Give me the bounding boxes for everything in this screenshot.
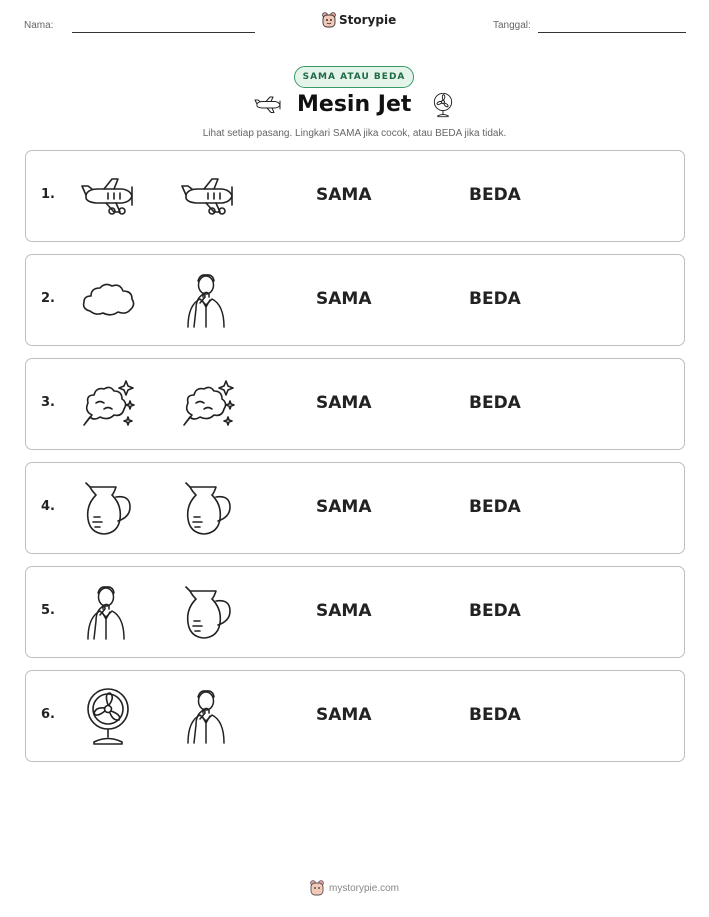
airplane-icon: [78, 165, 138, 227]
brand-logo: [322, 12, 396, 28]
fan-icon: [78, 685, 138, 747]
question-row: [25, 254, 685, 346]
question-row: [25, 150, 685, 242]
instructions-text: Lihat setiap pasang. Lingkari SAMA jika cocok, atau BEDA jika tidak.: [202, 128, 507, 139]
footer-url[interactable]: mystorypie.com: [328, 882, 399, 894]
same-option[interactable]: SAMA: [316, 497, 372, 517]
pitcher-icon: [178, 581, 238, 643]
brand-name: Storypie: [339, 13, 397, 27]
fan-icon: [430, 90, 456, 124]
row-number: 3.: [41, 395, 55, 410]
airplane-icon: [252, 95, 284, 119]
different-option[interactable]: BEDA: [469, 185, 521, 205]
row-number: 5.: [41, 603, 55, 618]
storypie-mascot-icon: [310, 880, 324, 896]
row-number: 2.: [41, 291, 55, 306]
page-title: Mesin Jet: [297, 92, 412, 117]
same-option[interactable]: SAMA: [316, 289, 372, 309]
different-option[interactable]: BEDA: [469, 393, 521, 413]
storypie-mascot-icon: [322, 12, 336, 28]
airplane-icon: [178, 165, 238, 227]
thinking-man-icon: [78, 581, 138, 643]
pitcher-icon: [178, 477, 238, 539]
name-label: Nama:: [24, 20, 54, 31]
same-option[interactable]: SAMA: [316, 601, 372, 621]
activity-badge: SAMA ATAU BEDA: [294, 66, 414, 88]
same-option[interactable]: SAMA: [316, 705, 372, 725]
date-label: Tanggal:: [493, 20, 531, 31]
question-row: [25, 462, 685, 554]
same-option[interactable]: SAMA: [316, 185, 372, 205]
name-field[interactable]: [72, 32, 255, 33]
question-row: [25, 566, 685, 658]
footer: [0, 880, 709, 896]
row-number: 6.: [41, 707, 55, 722]
row-number: 1.: [41, 187, 55, 202]
cloud-icon: [78, 269, 138, 331]
same-option[interactable]: SAMA: [316, 393, 372, 413]
thinking-man-icon: [178, 685, 238, 747]
thinking-man-icon: [178, 269, 238, 331]
row-number: 4.: [41, 499, 55, 514]
question-row: [25, 670, 685, 762]
different-option[interactable]: BEDA: [469, 289, 521, 309]
air-puff-icon: [178, 373, 238, 435]
different-option[interactable]: BEDA: [469, 497, 521, 517]
different-option[interactable]: BEDA: [469, 705, 521, 725]
date-field[interactable]: [538, 32, 686, 33]
different-option[interactable]: BEDA: [469, 601, 521, 621]
pitcher-icon: [78, 477, 138, 539]
question-row: [25, 358, 685, 450]
air-puff-icon: [78, 373, 138, 435]
